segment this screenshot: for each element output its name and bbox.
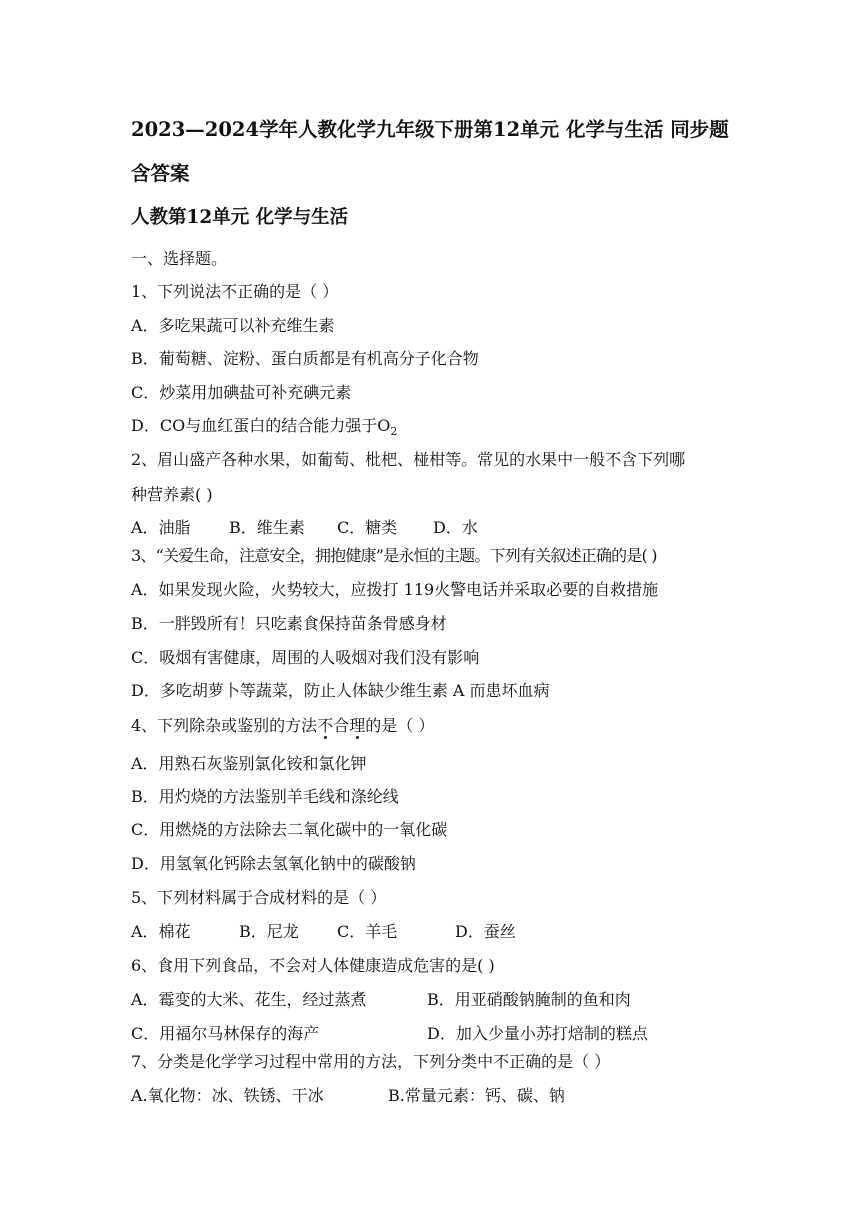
question-4-stem-suffix: 的是（ ）: [365, 716, 435, 735]
question-5-option-d: D．蚕丝: [455, 922, 516, 941]
question-6-options-row-2: [131, 1024, 648, 1044]
question-4-stem-middle: 合: [333, 716, 350, 735]
document-title-line-1: 2023—2024学年人教化学九年级下册第12单元 化学与生活 同步题: [131, 118, 729, 141]
question-6-option-a: A．霉变的大米、花生，经过蒸煮: [131, 990, 367, 1009]
question-7-options-row-1: [131, 1086, 565, 1106]
question-1-option-a: A．多吃果蔬可以补充维生素: [131, 316, 335, 335]
question-1-option-c: C．炒菜用加碘盐可补充碘元素: [131, 383, 352, 402]
emphasis-char-1: 不: [317, 716, 334, 735]
document-title-line-2: 含答案: [131, 162, 190, 185]
question-5-option-c: C．羊毛: [337, 922, 398, 941]
question-2-option-a: A．油脂: [131, 518, 191, 537]
question-2-option-b: B．维生素: [229, 518, 305, 537]
question-5-options: [131, 922, 516, 942]
question-4-option-c: C．用燃烧的方法除去二氧化碳中的一氧化碳: [131, 820, 448, 839]
question-2-option-c: C．糖类: [337, 518, 398, 537]
question-2-stem-line-1: 2、眉山盛产各种水果，如葡萄、枇杷、椪柑等。常见的水果中一般不含下列哪: [131, 450, 686, 469]
question-1-option-d-text: D．CO与血红蛋白的结合能力强于O: [131, 416, 391, 435]
question-4-stem: [131, 716, 434, 736]
question-3-option-c: C．吸烟有害健康，周围的人吸烟对我们没有影响: [131, 648, 480, 667]
question-6-option-d: D．加入少量小苏打焙制的糕点: [427, 1024, 648, 1043]
question-4-option-a: A．用熟石灰鉴别氯化铵和氯化钾: [131, 754, 367, 773]
section-heading: 一、选择题。: [131, 249, 228, 268]
question-6-stem: 6、食用下列食品，不会对人体健康造成危害的是( ): [131, 956, 495, 975]
question-5-option-b: B．尼龙: [239, 922, 299, 941]
question-2-stem-line-2: 种营养素( ): [131, 485, 213, 504]
question-5-stem: 5、下列材料属于合成材料的是（ ）: [131, 888, 387, 907]
question-2-options: [131, 518, 478, 538]
question-6-options-row-1: [131, 990, 631, 1010]
question-7-stem: 7、分类是化学学习过程中常用的方法，下列分类中不正确的是（ ）: [131, 1052, 611, 1071]
emphasis-char-2: 理: [349, 716, 366, 735]
question-3-option-a: A．如果发现火险，火势较大，应拨打 119火警电话并采取必要的自救措施: [131, 580, 659, 599]
question-6-option-c: C．用福尔马林保存的海产: [131, 1024, 320, 1043]
question-4-stem-prefix: 4、下列除杂或鉴别的方法: [131, 716, 318, 735]
question-6-option-b: B．用亚硝酸钠腌制的鱼和肉: [427, 990, 631, 1009]
unit-subtitle: 人教第12单元 化学与生活: [131, 207, 349, 228]
question-2-option-d: D．水: [433, 518, 478, 537]
question-5-option-a: A．棉花: [131, 922, 191, 941]
question-3-option-b: B．一胖毁所有！只吃素食保持苗条骨感身材: [131, 614, 447, 633]
question-4-option-d: D．用氢氧化钙除去氢氧化钠中的碳酸钠: [131, 854, 416, 873]
question-3-option-d: D．多吃胡萝卜等蔬菜，防止人体缺少维生素 A 而患坏血病: [131, 681, 550, 700]
question-3-stem: 3、“关爱生命，注意安全，拥抱健康”是永恒的主题。下列有关叙述正确的是( ): [131, 546, 657, 565]
question-1-option-b: B．葡萄糖、淀粉、蛋白质都是有机高分子化合物: [131, 349, 479, 368]
question-7-option-b: B.常量元素：钙、碳、钠: [388, 1086, 565, 1105]
question-4-option-b: B．用灼烧的方法鉴别羊毛线和涤纶线: [131, 787, 399, 806]
question-1-stem: 1、下列说法不正确的是（ ）: [131, 282, 339, 301]
subscript-2: 2: [390, 425, 398, 439]
question-7-option-a: A.氧化物：冰、铁锈、干冰: [131, 1086, 324, 1105]
question-1-option-d: [131, 416, 397, 442]
